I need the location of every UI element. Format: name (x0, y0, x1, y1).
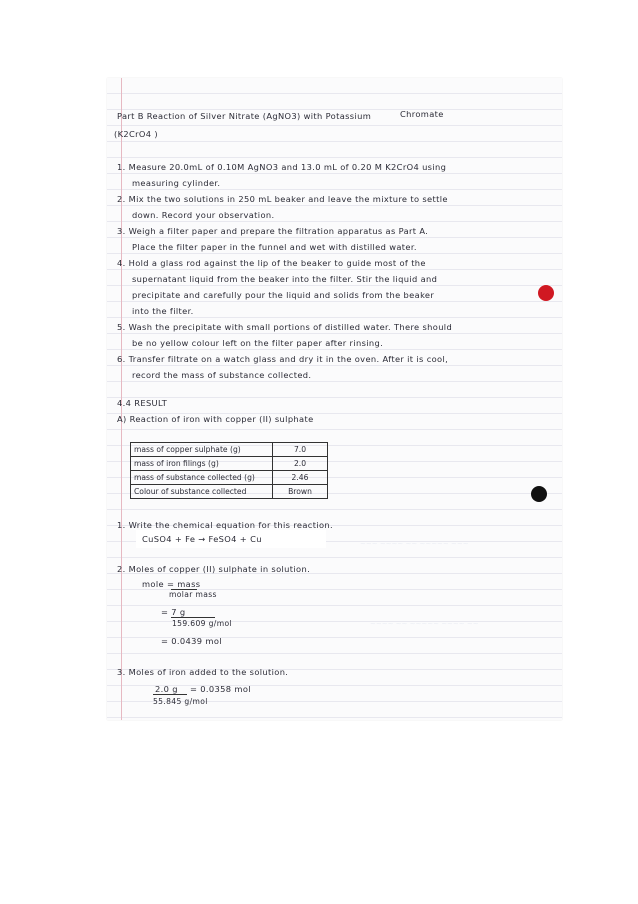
mole-formula: mole = mass (142, 579, 201, 589)
table-value: 2.46 (273, 471, 328, 485)
question-2: 2. Moles of copper (II) sulphate in solution. (117, 564, 311, 574)
result-heading: 4.4 RESULT (117, 398, 168, 408)
result-table (130, 442, 328, 499)
table-label: mass of iron filings (g) (131, 457, 273, 471)
table-row (131, 443, 328, 457)
part-b-formula: (K2CrO4 ) (114, 129, 158, 139)
part-b-title-end: Chromate (400, 109, 444, 119)
step-4-cont-3: into the filter. (132, 306, 194, 316)
step-1: 1. Measure 20.0mL of 0.10M AgNO3 and 13.0 mL of 0.20 M K2CrO4 using (117, 162, 447, 172)
step-4-cont-1: supernatant liquid from the beaker into the filter. Stir the liquid and (132, 274, 438, 284)
table-label: mass of copper sulphate (g) (131, 443, 273, 457)
black-marker-dot (531, 486, 547, 502)
calc-molar-mass: 159.609 g/mol (172, 619, 232, 628)
step-6-cont: record the mass of substance collected. (132, 370, 312, 380)
fraction-bar (171, 617, 215, 618)
table-row (131, 457, 328, 471)
question-3: 3. Moles of iron added to the solution. (117, 667, 289, 677)
step-2: 2. Mix the two solutions in 250 mL beaker and leave the mixture to settle (117, 194, 448, 204)
iron-mass: 2.0 g (155, 684, 178, 694)
step-5: 5. Wash the precipitate with small portions of distilled water. There should (117, 322, 453, 332)
table-row (131, 485, 328, 499)
table-value: Brown (273, 485, 328, 499)
question-1: 1. Write the chemical equation for this reaction. (117, 520, 333, 530)
red-marker-dot (538, 285, 554, 301)
step-5-cont: be no yellow colour left on the filter paper after rinsing. (132, 338, 384, 348)
result-subheading: A) Reaction of iron with copper (II) sulphate (117, 414, 314, 424)
part-b-title: Part B Reaction of Silver Nitrate (AgNO3) with Potassium (117, 111, 372, 121)
fraction-bar (153, 694, 187, 695)
step-2-cont: down. Record your observation. (132, 210, 275, 220)
table-row (131, 471, 328, 485)
bleed-through-text: ~~~~ ~~ ~~~~~ ~~~~ ~~ (370, 620, 479, 628)
bleed-through-text: ~~~ ~~~~ ~~ ~~~~~ ~~~ (360, 540, 469, 548)
table-value: 7.0 (273, 443, 328, 457)
step-1-cont: measuring cylinder. (132, 178, 221, 188)
iron-molar-mass: 55.845 g/mol (153, 697, 208, 706)
step-3-cont: Place the filter paper in the funnel and wet with distilled water. (132, 242, 417, 252)
step-4-cont-2: precipitate and carefully pour the liquid and solids from the beaker (132, 290, 435, 300)
table-label: mass of substance collected (g) (131, 471, 273, 485)
step-3: 3. Weigh a filter paper and prepare the filtration apparatus as Part A. (117, 226, 429, 236)
mole-formula-denominator: molar mass (169, 590, 217, 599)
calc-mass: = 7 g (161, 607, 186, 617)
table-value: 2.0 (273, 457, 328, 471)
chemical-equation: CuSO4 + Fe → FeSO4 + Cu (142, 534, 262, 544)
step-4: 4. Hold a glass rod against the lip of the beaker to guide most of the (117, 258, 426, 268)
step-6: 6. Transfer filtrate on a watch glass and dry it in the oven. After it is cool, (117, 354, 449, 364)
iron-moles-result: = 0.0358 mol (190, 684, 251, 694)
calc-moles-result: = 0.0439 mol (161, 636, 222, 646)
table-label: Colour of substance collected (131, 485, 273, 499)
